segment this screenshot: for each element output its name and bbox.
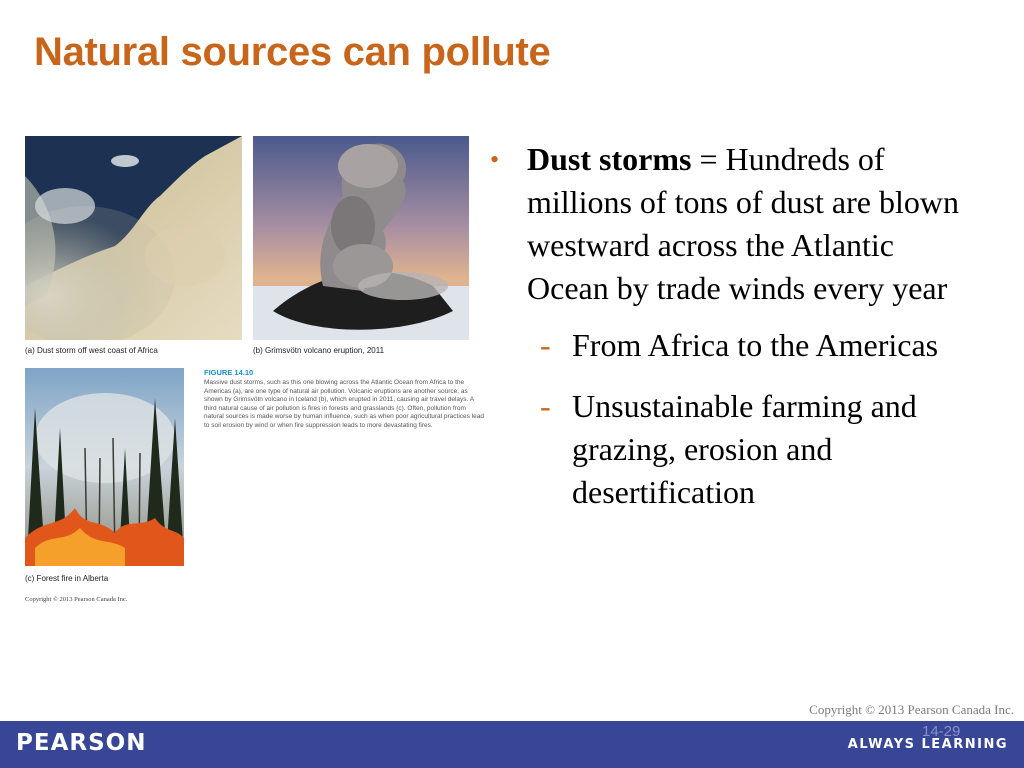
sub-bullet-marker: - <box>540 388 551 424</box>
sub-bullet-list <box>490 324 980 514</box>
sub-bullet-farming <box>490 385 980 514</box>
caption-b: (b) Grimsvötn volcano eruption, 2011 <box>253 346 385 355</box>
bullet-dust-storms <box>490 138 980 310</box>
volcano-eruption-photo <box>253 136 469 340</box>
figure-copyright: Copyright © 2013 Pearson Canada Inc. <box>25 596 128 603</box>
caption-a: (a) Dust storm off west coast of Africa <box>25 346 158 355</box>
figure-description: Massive dust storms, such as this one blowing across the Atlantic Ocean from Africa to the Americas (a), are one type of natural air pollution. Volcanic eruptions are another source, as shown by Grimsvötn volcano in Iceland (b), which erupted in 2011, causing air travel delays. A third natural cause of air pollution is fires in forests and grasslands (c). Often, pollution from natural sources is made worse by human influence, such as when poor agricultural practices lead to soil erosion by wind or when fire suppression leads to more devastating fires. <box>204 379 485 429</box>
bullet-text: = Hundreds of millions of tons of dust are blown westward across the Atlantic Ocean by trade winds every year <box>527 141 959 306</box>
figure-caption-block <box>204 368 484 431</box>
sub-bullet-text: From Africa to the Americas <box>572 327 939 363</box>
slide-title: Natural sources can pollute <box>34 30 551 74</box>
slide-number: 14-29 <box>922 723 961 740</box>
sub-bullet-text: Unsustainable farming and grazing, erosion and desertification <box>572 388 917 510</box>
dust-storm-photo <box>25 136 242 340</box>
bullet-list <box>490 138 980 532</box>
bullet-term: Dust storms <box>527 141 692 177</box>
bullet-marker: • <box>490 145 500 174</box>
caption-c: (c) Forest fire in Alberta <box>25 574 109 583</box>
footer-copyright: Copyright © 2013 Pearson Canada Inc. <box>809 702 1014 717</box>
forest-fire-photo <box>25 368 184 566</box>
figure-label: FIGURE 14.10 <box>204 368 254 377</box>
sub-bullet-africa <box>490 324 980 367</box>
sub-bullet-marker: - <box>540 327 551 363</box>
footer-bar <box>0 721 1024 768</box>
always-learning-tagline: ALWAYS LEARNING <box>847 737 1008 752</box>
figure-14-10 <box>24 136 484 606</box>
pearson-logo: PEARSON <box>16 730 147 756</box>
